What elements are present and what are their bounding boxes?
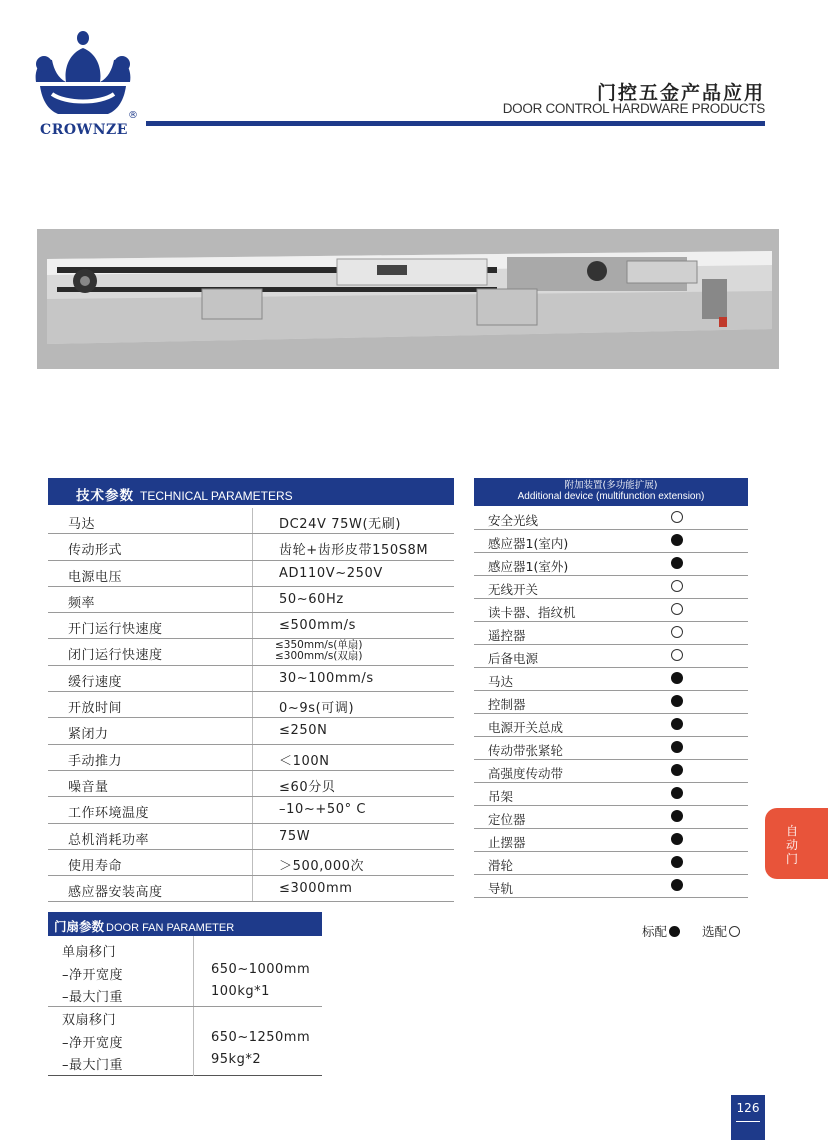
legend-optional-label: 选配: [702, 924, 728, 939]
device-label: 安全光线: [488, 513, 539, 528]
param-label: 马达: [68, 517, 96, 532]
param-value: DC24V 75W(无刷): [279, 517, 401, 532]
device-label: 马达: [488, 674, 514, 689]
param-value: ≤500mm/s: [279, 618, 356, 634]
param-label: 开放时间: [68, 701, 123, 717]
table-row: [474, 622, 748, 645]
filled-circle-icon: [671, 534, 683, 546]
device-label: 滑轮: [488, 858, 514, 873]
table-row: [474, 507, 748, 530]
filled-circle-icon: [671, 879, 683, 891]
crown-icon: [32, 30, 134, 122]
param-value: 齿轮+齿形皮带150S8M: [279, 543, 429, 559]
device-label: 后备电源: [488, 651, 539, 666]
param-label: 工作环境温度: [68, 806, 150, 822]
param-label: 手动推力: [68, 753, 123, 769]
header-divider: [146, 121, 765, 126]
device-label: 传动带张紧轮: [488, 743, 564, 758]
side-tab-label: 自 动 门: [785, 824, 798, 866]
section-title-en: DOOR FAN PARAMETER: [106, 922, 235, 934]
hollow-circle-icon: [729, 926, 740, 937]
device-label: 导轨: [488, 881, 514, 896]
brand-name: CROWNZE: [40, 122, 128, 138]
table-row: [474, 691, 748, 714]
device-label: 定位器: [488, 812, 526, 827]
param-label: 紧闭力: [68, 727, 109, 743]
param-value: 0~9s(可调): [279, 701, 355, 717]
param-label: 开门运行快速度: [68, 622, 163, 638]
filled-circle-icon: [671, 787, 683, 799]
hollow-circle-icon: [671, 580, 683, 592]
single-door-title: 单扇移门: [62, 945, 117, 960]
table-row: [474, 553, 748, 576]
table-row: [48, 745, 454, 771]
param-label: –净开宽度: [62, 1036, 124, 1051]
device-label: 控制器: [488, 697, 526, 712]
section-title-cn: 附加装置(多功能扩展): [564, 480, 658, 491]
table-row: [48, 613, 454, 639]
param-label: 频率: [68, 595, 96, 611]
table-row: [48, 639, 454, 665]
filled-circle-icon: [671, 672, 683, 684]
table-row: [48, 508, 454, 534]
table-row: [474, 530, 748, 553]
param-value: ＞500,000次: [279, 858, 365, 874]
section-side-tab: [765, 808, 828, 879]
table-row: [48, 824, 454, 850]
filled-circle-icon: [671, 833, 683, 845]
hollow-circle-icon: [671, 649, 683, 661]
param-label: 电源电压: [68, 569, 123, 585]
legend-standard: [642, 922, 680, 940]
table-row: [474, 783, 748, 806]
device-label: 感应器1(室内): [488, 536, 569, 551]
table-row: [474, 599, 748, 622]
param-value: ≤60分贝: [279, 779, 336, 795]
page-number: [731, 1095, 765, 1140]
table-row: [48, 587, 454, 613]
table-row: [48, 876, 454, 902]
param-value: 650~1000mm: [211, 962, 311, 977]
param-label: 闭门运行快速度: [68, 648, 163, 664]
technical-parameters-table: [48, 508, 454, 902]
param-label: 总机消耗功率: [68, 832, 150, 848]
table-row: [474, 806, 748, 829]
param-value: AD110V~250V: [279, 565, 383, 581]
param-label: 缓行速度: [68, 674, 123, 690]
door-fan-table: [48, 936, 322, 1076]
table-row: [474, 760, 748, 783]
param-label: –最大门重: [62, 1058, 124, 1073]
table-row: [48, 771, 454, 797]
additional-device-table: [474, 507, 748, 898]
filled-circle-icon: [671, 557, 683, 569]
device-label: 高强度传动带: [488, 766, 564, 781]
table-row: [48, 666, 454, 692]
page-title-en: DOOR CONTROL HARDWARE PRODUCTS: [502, 101, 765, 116]
legend-optional: [702, 922, 740, 940]
table-row: [474, 829, 748, 852]
param-label: 噪音量: [68, 779, 109, 795]
section-title-cn: 技术参数: [76, 488, 134, 504]
param-value: 30~100mm/s: [279, 670, 374, 686]
registered-mark: ®: [128, 110, 138, 121]
param-label: 感应器安装高度: [68, 885, 163, 901]
table-row: [48, 561, 454, 587]
param-label: 使用寿命: [68, 858, 123, 874]
filled-circle-icon: [671, 695, 683, 707]
param-label: –净开宽度: [62, 968, 124, 983]
param-value: 75W: [279, 828, 311, 844]
table-row: [48, 692, 454, 718]
table-row: [474, 852, 748, 875]
filled-circle-icon: [671, 741, 683, 753]
legend: [642, 922, 740, 940]
param-value: 650~1250mm: [211, 1030, 311, 1045]
param-value-double: ≤300mm/s(双扇): [275, 650, 363, 663]
device-label: 吊架: [488, 789, 514, 804]
table-row: [474, 714, 748, 737]
device-label: 电源开关总成: [488, 720, 564, 735]
filled-circle-icon: [669, 926, 680, 937]
param-value: 50~60Hz: [279, 591, 344, 607]
legend-standard-label: 标配: [642, 924, 668, 939]
door-operator-photo: [37, 229, 779, 369]
param-value: ≤250N: [279, 723, 328, 739]
hollow-circle-icon: [671, 511, 683, 523]
param-label: 传动形式: [68, 543, 123, 559]
param-label: –最大门重: [62, 990, 124, 1005]
filled-circle-icon: [671, 856, 683, 868]
page-number-value: 126: [736, 1101, 760, 1115]
param-value: ≤3000mm: [279, 881, 353, 897]
table-row: [474, 668, 748, 691]
filled-circle-icon: [671, 810, 683, 822]
device-label: 遥控器: [488, 628, 526, 643]
technical-parameters-header: [48, 478, 454, 505]
filled-circle-icon: [671, 718, 683, 730]
table-row: [48, 797, 454, 823]
param-value: 100kg*1: [211, 984, 270, 999]
device-label: 无线开关: [488, 582, 539, 597]
table-row: [48, 850, 454, 876]
filled-circle-icon: [671, 764, 683, 776]
table-row: [474, 875, 748, 898]
section-title-en: Additional device (multifunction extension): [517, 491, 705, 502]
page-title-cn: 门控五金产品应用: [596, 82, 765, 104]
param-value-single: ≤350mm/s(单扇): [275, 639, 363, 652]
table-row: [474, 737, 748, 760]
param-value: [275, 640, 363, 662]
param-value: ＜100N: [279, 753, 330, 769]
table-row: [474, 645, 748, 668]
additional-device-header: [474, 478, 748, 506]
table-row: [48, 534, 454, 560]
device-label: 止摆器: [488, 835, 526, 850]
section-title-en: TECHNICAL PARAMETERS: [140, 489, 293, 503]
double-door-title: 双扇移门: [62, 1013, 117, 1028]
table-row: [48, 718, 454, 744]
hollow-circle-icon: [671, 626, 683, 638]
crownze-logo: [28, 30, 146, 142]
hollow-circle-icon: [671, 603, 683, 615]
door-fan-header: [48, 912, 322, 936]
device-label: 感应器1(室外): [488, 559, 569, 574]
section-title-cn: 门扇参数: [54, 919, 105, 934]
page-number-underline: [736, 1121, 760, 1122]
device-label: 读卡器、指纹机: [488, 605, 576, 620]
table-row: [474, 576, 748, 599]
param-value: –10~+50° C: [279, 802, 367, 818]
param-value: 95kg*2: [211, 1052, 262, 1067]
